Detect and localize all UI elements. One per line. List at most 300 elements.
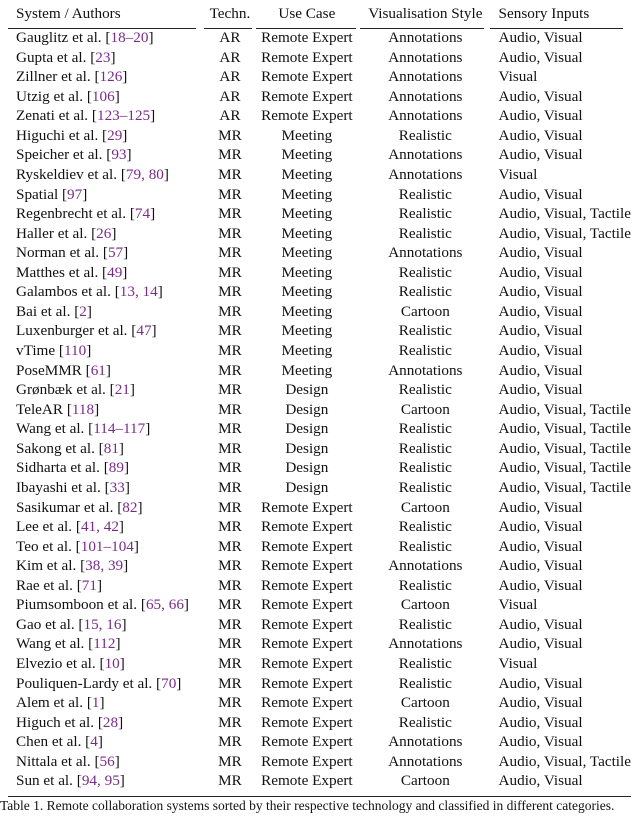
- cell-technology: MR: [218, 420, 242, 438]
- cell-technology: MR: [218, 224, 242, 242]
- header-sensory-inputs: Sensory Inputs: [498, 5, 590, 22]
- citation-link[interactable]: 89: [108, 459, 124, 477]
- cell-system-author: Pouliquen-Lardy et al. [70]: [16, 674, 182, 692]
- cell-system-author: Alem et al. [1]: [16, 694, 105, 712]
- cell-system-author: Zillner et al. [126]: [16, 68, 128, 86]
- cell-visualisation-style: Realistic: [398, 459, 452, 477]
- cell-use-case: Meeting: [281, 126, 333, 144]
- cell-visualisation-style: Annotations: [388, 752, 463, 770]
- cell-sensory-inputs: Audio, Visual: [498, 29, 583, 46]
- cell-sensory-inputs: Audio, Visual: [498, 733, 583, 751]
- cell-system-author: Utzig et al. [106]: [16, 87, 120, 105]
- cell-visualisation-style: Annotations: [388, 68, 463, 86]
- citation-link[interactable]: 106: [91, 87, 115, 105]
- cell-sensory-inputs: Audio, Visual: [498, 576, 583, 594]
- cell-visualisation-style: Realistic: [398, 478, 452, 496]
- cell-technology: MR: [218, 576, 242, 594]
- cell-sensory-inputs: Audio, Visual: [498, 713, 583, 731]
- citation-link[interactable]: 97: [67, 185, 83, 203]
- cell-sensory-inputs: Audio, Visual: [498, 283, 583, 301]
- header-use-case: Use Case: [278, 5, 336, 22]
- cell-visualisation-style: Realistic: [398, 381, 452, 399]
- table-row: [8, 478, 631, 498]
- cell-system-author: Lee et al. [41, 42]: [16, 518, 124, 536]
- cell-sensory-inputs: Visual: [498, 596, 538, 614]
- cell-technology: MR: [218, 322, 242, 340]
- cell-technology: AR: [219, 87, 241, 105]
- citation-link[interactable]: 28: [102, 713, 119, 731]
- cell-technology: MR: [218, 596, 242, 614]
- systems-table: [8, 0, 631, 791]
- table-row: [8, 185, 631, 205]
- cell-technology: MR: [218, 185, 242, 203]
- citation-link[interactable]: 110: [63, 342, 87, 359]
- cell-technology: MR: [218, 381, 242, 399]
- author-name: Utzig et al.: [16, 87, 84, 105]
- citation-link[interactable]: 82: [122, 498, 138, 516]
- table-row: [8, 243, 631, 263]
- cell-technology: MR: [218, 694, 242, 712]
- cell-visualisation-style: Annotations: [388, 635, 463, 653]
- citation-link[interactable]: 70: [161, 674, 177, 692]
- header-rule-visualisation: [360, 28, 484, 29]
- cell-technology: MR: [218, 244, 242, 262]
- cell-system-author: Galambos et al. [13, 14]: [16, 283, 163, 301]
- cell-technology: MR: [218, 655, 242, 672]
- table-row: [8, 67, 631, 87]
- cell-visualisation-style: Realistic: [398, 615, 452, 633]
- citation-link[interactable]: 49: [107, 263, 123, 281]
- cell-sensory-inputs: Audio, Visual, Tactile: [498, 752, 631, 770]
- table-row: [8, 48, 631, 68]
- cell-visualisation-style: Cartoon: [400, 772, 450, 790]
- cell-technology: MR: [218, 498, 242, 516]
- cell-visualisation-style: Cartoon: [400, 596, 450, 614]
- citation-link[interactable]: 4: [90, 733, 98, 751]
- author-name: Regenbrecht et al.: [16, 205, 127, 223]
- cell-use-case: Remote Expert: [261, 713, 353, 731]
- author-name: Kim et al.: [16, 557, 77, 575]
- author-name: Ibayashi et al.: [16, 478, 101, 496]
- citation-link[interactable]: 29: [107, 126, 123, 144]
- cell-visualisation-style: Annotations: [388, 165, 463, 183]
- citation-link[interactable]: 2: [79, 302, 87, 320]
- cell-use-case: Remote Expert: [261, 674, 353, 692]
- table-row: [8, 165, 631, 185]
- cell-system-author: TeleAR [118]: [16, 400, 100, 418]
- table-row: [8, 263, 631, 283]
- citation-link[interactable]: 61: [90, 361, 106, 379]
- cell-system-author: Ibayashi et al. [33]: [16, 478, 130, 496]
- cell-visualisation-style: Realistic: [398, 205, 452, 223]
- cell-use-case: Remote Expert: [261, 576, 353, 594]
- cell-use-case: Remote Expert: [261, 68, 353, 86]
- cell-use-case: Remote Expert: [261, 733, 353, 751]
- author-name: Luxenburger et al.: [16, 322, 128, 340]
- cell-sensory-inputs: Audio, Visual: [498, 361, 583, 379]
- cell-sensory-inputs: Audio, Visual: [498, 185, 583, 203]
- cell-visualisation-style: Cartoon: [400, 400, 450, 418]
- table-row: [8, 361, 631, 381]
- cell-system-author: PoseMMR [61]: [16, 361, 111, 379]
- table-body: [8, 28, 631, 791]
- cell-system-author: Matthes et al. [49]: [16, 263, 128, 281]
- cell-sensory-inputs: Audio, Visual, Tactile: [498, 224, 631, 242]
- cell-system-author: Grønbæk et al. [21]: [16, 381, 135, 399]
- citation-link[interactable]: 118: [71, 400, 95, 418]
- citation-link[interactable]: 41, 42: [80, 518, 119, 536]
- cell-use-case: Design: [285, 381, 329, 399]
- cell-system-author: Spatial [97]: [16, 185, 88, 203]
- author-name: Sidharta et al.: [16, 459, 100, 477]
- cell-visualisation-style: Realistic: [398, 185, 452, 203]
- cell-visualisation-style: Annotations: [388, 29, 463, 46]
- cell-visualisation-style: Realistic: [398, 439, 452, 457]
- author-name: PoseMMR: [16, 361, 82, 379]
- cell-use-case: Meeting: [281, 283, 333, 301]
- cell-sensory-inputs: Audio, Visual: [498, 498, 583, 516]
- cell-technology: MR: [218, 342, 242, 359]
- bottom-rule: [8, 796, 631, 797]
- cell-system-author: Wang et al. [114–117]: [16, 420, 151, 438]
- table-row: [8, 302, 631, 322]
- cell-technology: MR: [218, 165, 242, 183]
- cell-visualisation-style: Realistic: [398, 322, 452, 340]
- table-row: [8, 517, 631, 537]
- cell-use-case: Meeting: [281, 342, 333, 359]
- cell-technology: MR: [218, 205, 242, 223]
- table-row: [8, 400, 631, 420]
- cell-sensory-inputs: Audio, Visual: [498, 302, 583, 320]
- citation-link[interactable]: 15, 16: [83, 615, 122, 633]
- table-row: [8, 87, 631, 107]
- cell-use-case: Remote Expert: [261, 655, 353, 672]
- cell-system-author: Teo et al. [101–104]: [16, 537, 139, 555]
- cell-visualisation-style: Realistic: [398, 126, 452, 144]
- cell-use-case: Meeting: [281, 165, 333, 183]
- citation-link[interactable]: 1: [91, 694, 100, 712]
- cell-sensory-inputs: Audio, Visual: [498, 126, 583, 144]
- author-name: Speicher et al.: [16, 146, 103, 164]
- table-row: [8, 106, 631, 126]
- citation-link[interactable]: 33: [109, 478, 125, 496]
- author-name: vTime: [16, 342, 56, 359]
- cell-technology: AR: [219, 48, 241, 66]
- cell-visualisation-style: Realistic: [398, 537, 452, 555]
- author-name: TeleAR: [16, 400, 64, 418]
- cell-sensory-inputs: Audio, Visual: [498, 48, 583, 66]
- cell-use-case: Design: [285, 459, 329, 477]
- table-row: [8, 556, 631, 576]
- cell-sensory-inputs: Audio, Visual, Tactile: [498, 478, 631, 496]
- citation-link[interactable]: 81: [103, 439, 119, 457]
- author-name: Lee et al.: [16, 518, 73, 536]
- cell-technology: MR: [218, 146, 242, 164]
- cell-system-author: vTime [110]: [16, 342, 92, 359]
- cell-technology: MR: [218, 752, 242, 770]
- cell-sensory-inputs: Audio, Visual, Tactile: [498, 439, 631, 457]
- table-row: [8, 419, 631, 439]
- citation-link[interactable]: 13, 14: [119, 283, 158, 301]
- table-row: [8, 771, 631, 791]
- cell-visualisation-style: Realistic: [398, 674, 452, 692]
- cell-use-case: Design: [285, 439, 329, 457]
- table-row: [8, 145, 631, 165]
- author-name: Spatial: [16, 185, 59, 203]
- cell-sensory-inputs: Audio, Visual: [498, 381, 583, 399]
- cell-sensory-inputs: Audio, Visual: [498, 635, 583, 653]
- cell-use-case: Remote Expert: [261, 596, 353, 614]
- cell-sensory-inputs: Visual: [498, 68, 538, 86]
- header-visualisation-style: Visualisation Style: [368, 5, 483, 22]
- author-name: Teo et al.: [16, 537, 72, 555]
- citation-link[interactable]: 74: [134, 205, 151, 223]
- table-row: [8, 634, 631, 654]
- citation-link[interactable]: 101–104: [80, 537, 134, 555]
- cell-technology: MR: [218, 733, 242, 751]
- cell-system-author: Wang et al. [112]: [16, 635, 121, 653]
- author-name: Chen et al.: [16, 733, 82, 751]
- cell-technology: MR: [218, 615, 242, 633]
- cell-technology: AR: [219, 29, 241, 46]
- author-name: Gao et al.: [16, 615, 75, 633]
- table-row: [8, 674, 631, 694]
- table-row: [8, 439, 631, 459]
- cell-system-author: Gupta et al. [23]: [16, 48, 116, 66]
- cell-system-author: Sakong et al. [81]: [16, 439, 124, 457]
- cell-system-author: Luxenburger et al. [47]: [16, 322, 157, 340]
- author-name: Bai et al.: [16, 302, 71, 320]
- cell-use-case: Meeting: [281, 185, 333, 203]
- cell-sensory-inputs: Audio, Visual: [498, 342, 583, 359]
- author-name: Wang et al.: [16, 635, 85, 653]
- author-name: Alem et al.: [16, 694, 84, 712]
- table-caption: Table 1. Remote collaboration systems sorted by their respective technology and classified in different categories.: [0, 798, 615, 813]
- table-row: [8, 576, 631, 596]
- cell-system-author: Gao et al. [15, 16]: [16, 615, 127, 633]
- cell-system-author: Nittala et al. [56]: [16, 752, 120, 770]
- cell-system-author: Chen et al. [4]: [16, 733, 103, 751]
- citation-link[interactable]: 38, 39: [85, 557, 124, 575]
- cell-sensory-inputs: Audio, Visual: [498, 107, 583, 125]
- table-row: [8, 654, 631, 674]
- cell-technology: MR: [218, 772, 242, 790]
- cell-visualisation-style: Annotations: [388, 733, 463, 751]
- cell-technology: MR: [218, 361, 242, 379]
- cell-use-case: Remote Expert: [261, 29, 353, 46]
- author-name: Gauglitz et al.: [16, 29, 102, 46]
- cell-system-author: Haller et al. [26]: [16, 224, 117, 242]
- cell-use-case: Meeting: [281, 302, 333, 320]
- citation-link[interactable]: 18–20: [110, 29, 149, 46]
- citation-link[interactable]: 126: [99, 68, 123, 86]
- cell-technology: MR: [218, 557, 242, 575]
- cell-use-case: Remote Expert: [261, 772, 353, 790]
- table-row: [8, 458, 631, 478]
- citation-link[interactable]: 23: [95, 48, 111, 66]
- author-name: Matthes et al.: [16, 263, 99, 281]
- author-name: Nittala et al.: [16, 752, 91, 770]
- cell-visualisation-style: Annotations: [388, 361, 463, 379]
- table-row: [8, 204, 631, 224]
- cell-system-author: Rae et al. [71]: [16, 576, 103, 594]
- cell-sensory-inputs: Audio, Visual: [498, 557, 583, 575]
- cell-technology: AR: [219, 107, 241, 125]
- cell-system-author: Sidharta et al. [89]: [16, 459, 130, 477]
- citation-link[interactable]: 10: [104, 655, 120, 672]
- cell-visualisation-style: Cartoon: [400, 694, 450, 712]
- cell-technology: MR: [218, 263, 242, 281]
- cell-technology: MR: [218, 400, 242, 418]
- cell-use-case: Meeting: [281, 322, 333, 340]
- cell-visualisation-style: Annotations: [388, 146, 463, 164]
- cell-sensory-inputs: Visual: [498, 655, 538, 672]
- cell-use-case: Remote Expert: [261, 498, 353, 516]
- header-rule-sensory: [490, 28, 623, 29]
- header-rule-technology: [204, 28, 252, 29]
- cell-system-author: Norman et al. [57]: [16, 244, 129, 262]
- table-row: [8, 28, 631, 48]
- cell-use-case: Meeting: [281, 361, 333, 379]
- cell-visualisation-style: Realistic: [398, 420, 452, 438]
- cell-system-author: Kim et al. [38, 39]: [16, 557, 129, 575]
- cell-use-case: Meeting: [281, 146, 333, 164]
- cell-system-author: Speicher et al. [93]: [16, 146, 132, 164]
- cell-sensory-inputs: Audio, Visual: [498, 146, 583, 164]
- cell-technology: MR: [218, 537, 242, 555]
- cell-visualisation-style: Realistic: [398, 576, 452, 594]
- cell-use-case: Remote Expert: [261, 87, 353, 105]
- cell-technology: MR: [218, 713, 242, 731]
- citation-link[interactable]: 93: [111, 146, 127, 164]
- cell-technology: AR: [219, 68, 241, 86]
- table-row: [8, 341, 631, 361]
- cell-use-case: Remote Expert: [261, 615, 353, 633]
- citation-link[interactable]: 21: [114, 381, 130, 399]
- table-row: [8, 126, 631, 146]
- cell-system-author: Higuchi et al. [29]: [16, 126, 128, 144]
- citation-link[interactable]: 56: [99, 752, 115, 770]
- author-name: Piumsomboon et al.: [16, 596, 138, 614]
- cell-technology: MR: [218, 459, 242, 477]
- citation-link[interactable]: 65, 66: [145, 596, 184, 614]
- author-name: Sasikumar et al.: [16, 498, 114, 516]
- citation-link[interactable]: 71: [81, 576, 97, 594]
- citation-link[interactable]: 114–117: [93, 420, 146, 438]
- author-name: Sakong et al.: [16, 439, 95, 457]
- table-row: [8, 732, 631, 752]
- cell-system-author: Sasikumar et al. [82]: [16, 498, 143, 516]
- cell-visualisation-style: Realistic: [398, 518, 452, 536]
- cell-technology: MR: [218, 674, 242, 692]
- table-row: [8, 713, 631, 733]
- cell-sensory-inputs: Audio, Visual: [498, 694, 583, 712]
- cell-visualisation-style: Realistic: [398, 655, 452, 672]
- author-name: Sun et al.: [16, 772, 73, 790]
- cell-system-author: Bai et al. [2]: [16, 302, 92, 320]
- table-row: [8, 321, 631, 341]
- citation-link[interactable]: 112: [93, 635, 116, 653]
- citation-link[interactable]: 94, 95: [81, 772, 120, 790]
- cell-sensory-inputs: Audio, Visual: [498, 244, 583, 262]
- cell-system-author: Ryskeldiev et al. [79, 80]: [16, 165, 169, 183]
- cell-visualisation-style: Realistic: [398, 283, 452, 301]
- cell-technology: MR: [218, 302, 242, 320]
- table-row: [8, 282, 631, 302]
- cell-sensory-inputs: Audio, Visual: [498, 615, 583, 633]
- author-name: Higuch et al.: [16, 713, 95, 731]
- table-row: [8, 693, 631, 713]
- header-rule-system: [8, 28, 196, 29]
- cell-technology: MR: [218, 635, 242, 653]
- cell-visualisation-style: Realistic: [398, 224, 452, 242]
- cell-visualisation-style: Annotations: [388, 87, 463, 105]
- cell-sensory-inputs: Audio, Visual: [498, 518, 583, 536]
- citation-link[interactable]: 79, 80: [125, 165, 164, 183]
- table-header: [8, 0, 631, 28]
- cell-visualisation-style: Realistic: [398, 263, 452, 281]
- cell-use-case: Remote Expert: [261, 518, 353, 536]
- citation-link[interactable]: 47: [136, 322, 152, 340]
- cell-use-case: Remote Expert: [261, 752, 353, 770]
- cell-use-case: Remote Expert: [261, 635, 353, 653]
- cell-technology: MR: [218, 126, 242, 144]
- cell-system-author: Elvezio et al. [10]: [16, 655, 125, 672]
- author-name: Grønbæk et al.: [16, 381, 106, 399]
- citation-link[interactable]: 57: [107, 244, 124, 262]
- cell-system-author: Gauglitz et al. [18–20]: [16, 29, 154, 46]
- table-row: [8, 537, 631, 557]
- author-name: Haller et al.: [16, 224, 88, 242]
- cell-sensory-inputs: Audio, Visual, Tactile: [498, 459, 631, 477]
- cell-use-case: Remote Expert: [261, 537, 353, 555]
- table-row: [8, 224, 631, 244]
- author-name: Pouliquen-Lardy et al.: [16, 674, 153, 692]
- cell-technology: MR: [218, 478, 242, 496]
- cell-visualisation-style: Realistic: [398, 342, 452, 359]
- cell-sensory-inputs: Audio, Visual: [498, 674, 583, 692]
- cell-sensory-inputs: Audio, Visual: [498, 87, 583, 105]
- cell-sensory-inputs: Audio, Visual, Tactile: [498, 205, 631, 223]
- cell-system-author: Piumsomboon et al. [65, 66]: [16, 596, 189, 614]
- citation-link[interactable]: 26: [96, 224, 112, 242]
- header-technology: Techn.: [209, 5, 251, 22]
- cell-visualisation-style: Annotations: [388, 48, 463, 66]
- table-row: [8, 380, 631, 400]
- cell-sensory-inputs: Audio, Visual: [498, 263, 583, 281]
- cell-sensory-inputs: Audio, Visual: [498, 537, 583, 555]
- cell-use-case: Meeting: [281, 224, 333, 242]
- cell-use-case: Remote Expert: [261, 107, 353, 125]
- cell-use-case: Meeting: [281, 244, 333, 262]
- cell-sensory-inputs: Audio, Visual: [498, 772, 583, 790]
- cell-technology: MR: [218, 439, 242, 457]
- cell-sensory-inputs: Audio, Visual, Tactile: [498, 400, 631, 418]
- cell-use-case: Meeting: [281, 205, 333, 223]
- cell-sensory-inputs: Audio, Visual: [498, 322, 583, 340]
- cell-use-case: Design: [285, 400, 329, 418]
- table-row: [8, 595, 631, 615]
- cell-use-case: Design: [285, 478, 329, 496]
- author-name: Elvezio et al.: [16, 655, 96, 672]
- cell-technology: MR: [218, 283, 242, 301]
- cell-use-case: Remote Expert: [261, 694, 353, 712]
- author-name: Wang et al.: [16, 420, 85, 438]
- cell-use-case: Meeting: [281, 263, 333, 281]
- header-system-authors: System / Authors: [16, 5, 121, 22]
- table-row: [8, 498, 631, 518]
- citation-link[interactable]: 123–125: [96, 107, 151, 125]
